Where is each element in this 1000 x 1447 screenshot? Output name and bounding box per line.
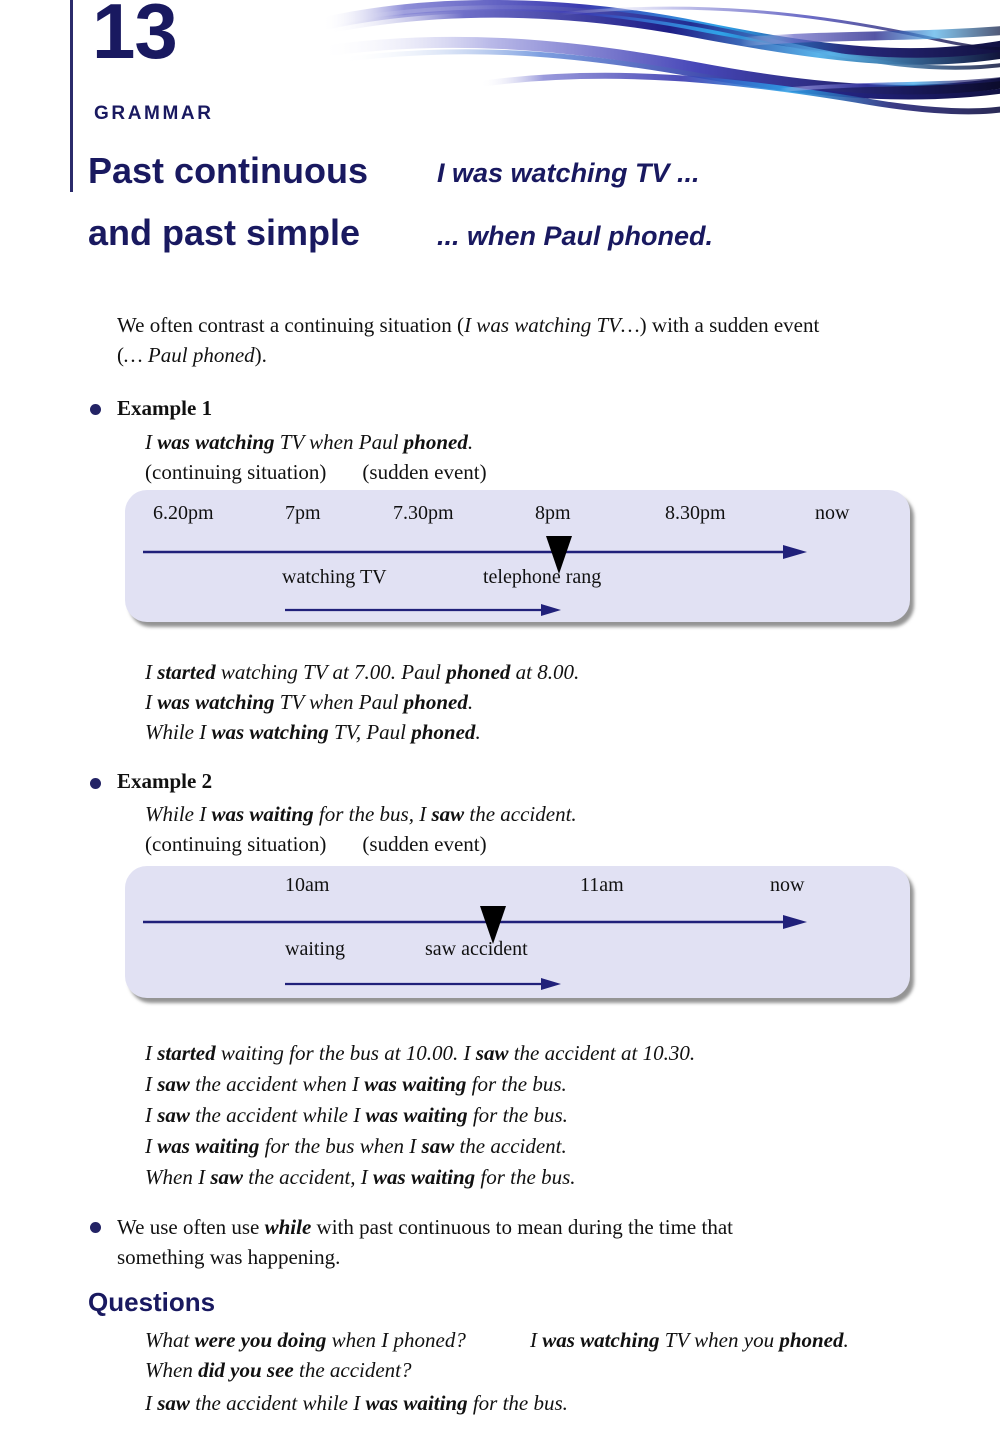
question-row-1-question: When did you see the accident? [145, 1358, 412, 1382]
timeline1-tick-2: 7.30pm [393, 502, 454, 524]
example-2-sentence: While I was waiting for the bus, I saw the accident. [145, 802, 577, 826]
timeline1-event-1: telephone rang [483, 566, 602, 588]
timeline2-tick-1: 11am [580, 874, 624, 896]
example-1-label-sudden: (sudden event) [362, 460, 487, 484]
timeline1-tick-4: 8.30pm [665, 502, 726, 524]
timeline2-event-1: saw accident [425, 938, 528, 960]
while-note-suffix: with past continuous to mean during the time that [311, 1215, 733, 1239]
example-2-followup-2: I saw the accident while I was waiting for the bus. [145, 1103, 568, 1127]
timeline2-tick-2: now [770, 874, 805, 896]
timeline2-event-0: waiting [285, 938, 345, 960]
intro-text-paren-open: ( [117, 343, 124, 367]
example-2-heading: Example 2 [117, 769, 213, 793]
timeline2-tick-0: 10am [285, 874, 330, 896]
unit-kicker-grammar: GRAMMAR [94, 103, 214, 124]
example-1-followup-0: I started watching TV at 7.00. Paul phoned at 8.00. [145, 660, 580, 684]
while-note-line-2: something was happening. [117, 1245, 341, 1269]
while-note-paragraph [117, 1212, 907, 1272]
intro-text-prefix: We often contrast a continuing situation ( [117, 313, 465, 337]
example-1-label-continuing: (continuing situation) [145, 460, 327, 484]
example-2-followup-0: I started waiting for the bus at 10.00. I saw the accident at 10.30. [145, 1041, 696, 1065]
example-2-followup-3: I was waiting for the bus when I saw the accident. [145, 1134, 567, 1158]
bullet-icon-example-2 [90, 778, 101, 789]
timeline1-event-0: watching TV [282, 566, 387, 588]
question-row-0-question: What were you doing when I phoned? [145, 1328, 466, 1352]
timeline2-graphics [125, 866, 910, 998]
timeline1-tick-3: 8pm [535, 502, 571, 524]
decorative-ribbon-swoosh-graphic [310, 0, 1000, 119]
example-1-heading: Example 1 [117, 396, 213, 420]
example-2-label-continuing: (continuing situation) [145, 832, 327, 856]
example-1-labels [145, 457, 487, 487]
timeline1-tick-5: now [815, 502, 850, 524]
page-title-line-2: and past simple [88, 212, 361, 253]
while-note-keyword: while [264, 1215, 312, 1239]
example-1-followup-1: I was watching TV when Paul phoned. [145, 690, 474, 714]
question-row-0-answer: I was watching TV when you phoned. [530, 1328, 849, 1352]
page-subtitle-line-1: I was watching TV ... [437, 158, 700, 188]
example-1-sentence: I was watching TV when Paul phoned. [145, 430, 474, 454]
intro-text-paren-close: ). [254, 343, 267, 367]
question-row-2-question: I saw the accident while I was waiting for the bus. [145, 1391, 568, 1415]
page-subtitle-line-2: ... when Paul phoned. [437, 221, 714, 251]
intro-paragraph [117, 310, 947, 370]
intro-text-italic-1: I was watching TV… [464, 313, 640, 337]
example-1-followup-2: While I was watching TV, Paul phoned. [145, 720, 481, 744]
example-2-followup-1: I saw the accident when I was waiting for the bus. [145, 1072, 567, 1096]
while-note-prefix: We use often use [117, 1215, 265, 1239]
intro-text-suffix: ) with a sudden event [639, 313, 820, 337]
questions-heading: Questions [88, 1287, 216, 1317]
page-title-line-1: Past continuous [88, 150, 369, 191]
timeline-diagram-2 [125, 866, 910, 998]
intro-text-italic-2: … Paul phoned [124, 343, 255, 367]
unit-number: 13 [92, 0, 177, 75]
example-2-followup-4: When I saw the accident, I was waiting for the bus. [145, 1165, 576, 1189]
bullet-icon-while-note [90, 1222, 101, 1233]
example-2-label-sudden: (sudden event) [362, 832, 487, 856]
timeline1-tick-0: 6.20pm [153, 502, 214, 524]
timeline1-tick-1: 7pm [285, 502, 321, 524]
example-2-labels [145, 829, 487, 859]
timeline-diagram-1 [125, 490, 910, 622]
bullet-icon-example-1 [90, 404, 101, 415]
timeline1-graphics [125, 490, 910, 622]
header-vertical-rule [70, 0, 73, 192]
